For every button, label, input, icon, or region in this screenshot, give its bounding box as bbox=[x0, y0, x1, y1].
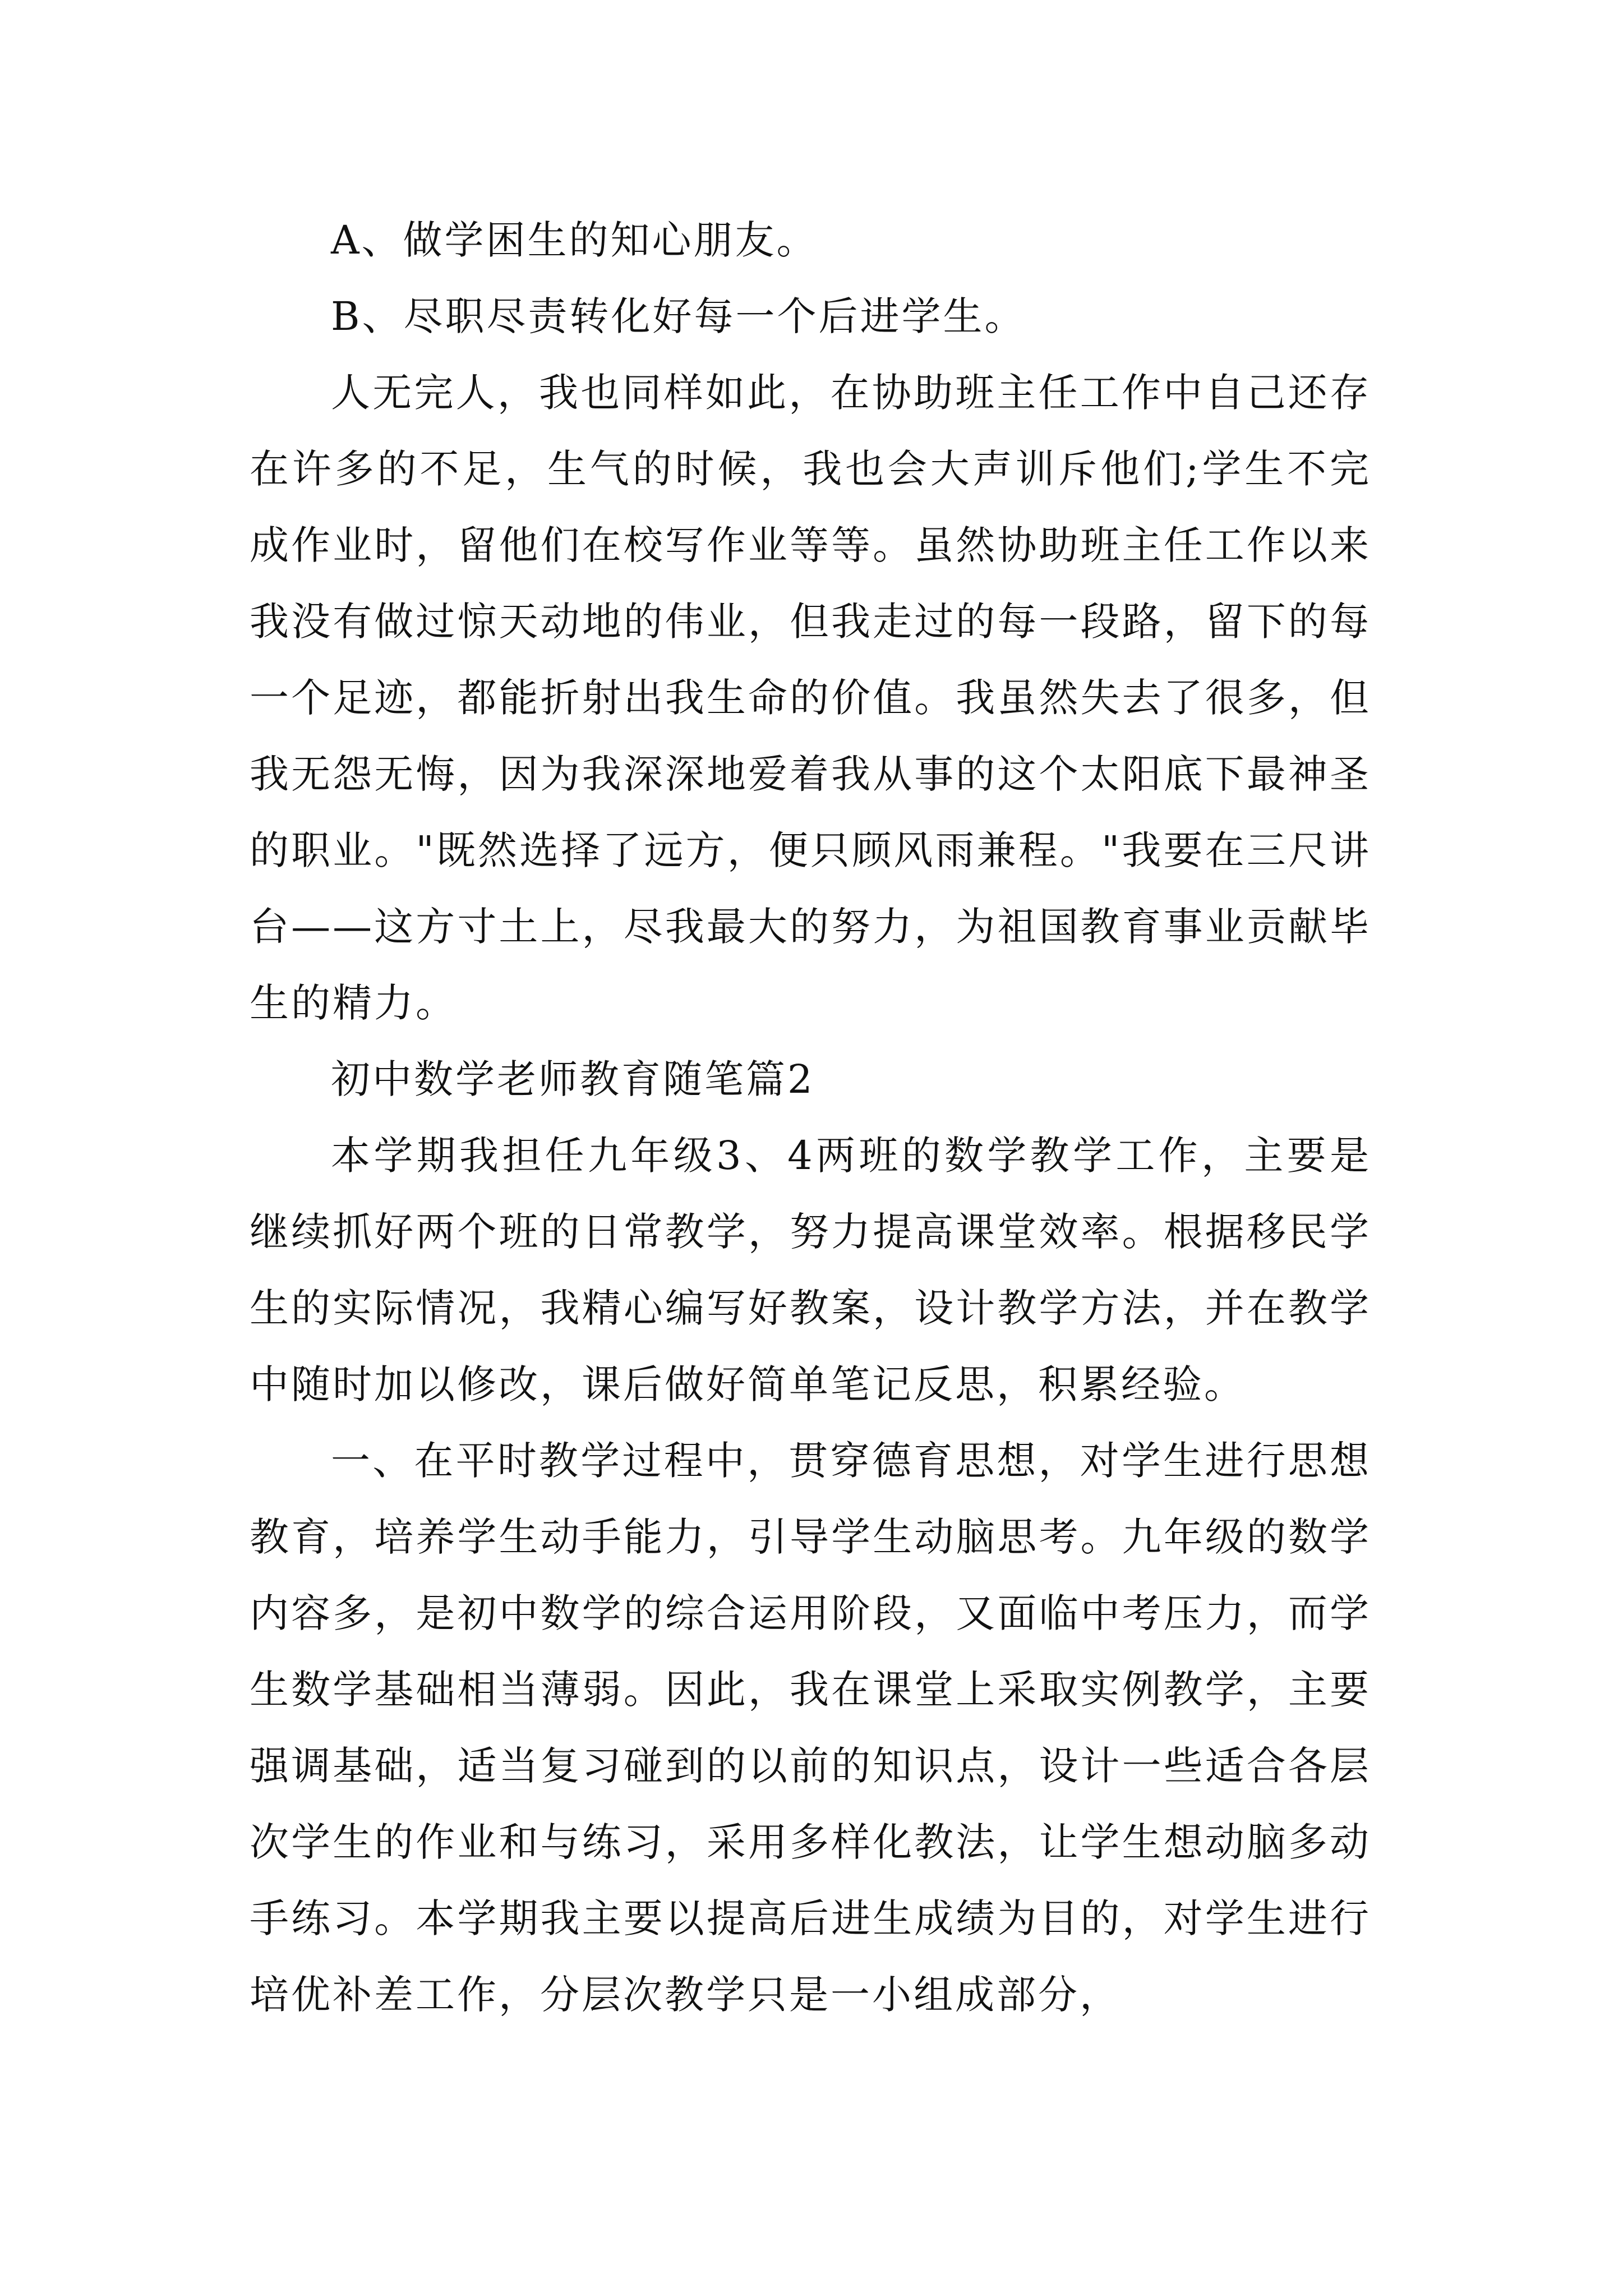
paragraph-reflection: 人无完人，我也同样如此，在协助班主任工作中自己还存在许多的不足，生气的时候，我也会大声训斥他们;学生不完成作业时，留他们在校写作业等等。虽然协助班主任工作以来我没有做过惊天动地的伟业，但我走过的每一段路，留下的每一个足迹，都能折射出我生命的价值。我虽然失去了很多，但我无怨无悔，因为我深深地爱着我从事的这个太阳底下最神圣的职业。"既然选择了远方，便只顾风雨兼程。"我要在三尺讲台——这方寸土上，尽我最大的努力，为祖国教育事业贡献毕生的精力。 bbox=[250, 370, 1371, 1026]
paragraph-point-one: 一、在平时教学过程中，贯穿德育思想，对学生进行思想教育，培养学生动手能力，引导学生动脑思考。九年级的数学内容多，是初中数学的综合运用阶段，又面临中考压力，而学生数学基础相当薄弱。因此，我在课堂上采取实例教学，主要强调基础，适当复习碰到的以前的知识点，设计一些适合各层次学生的作业和与练习，采用多样化教法，让学生想动脑多动手练习。本学期我主要以提高后进生成绩为目的，对学生进行培优补差工作，分层次教学只是一小组成部分， bbox=[250, 1438, 1371, 2018]
document-body bbox=[250, 202, 1371, 2033]
paragraph-option-a: A、做学困生的知心朋友。 bbox=[331, 217, 818, 263]
section-heading: 初中数学老师教育随笔篇2 bbox=[331, 1056, 815, 1102]
paragraph-semester-intro: 本学期我担任九年级3、4两班的数学教学工作，主要是继续抓好两个班的日常教学，努力提高课堂效率。根据移民学生的实际情况，我精心编写好教案，设计教学方法，并在教学中随时加以修改，课后做好简单笔记反思，积累经验。 bbox=[250, 1133, 1371, 1407]
paragraph-option-b: B、尽职尽责转化好每一个后进学生。 bbox=[331, 293, 1026, 339]
